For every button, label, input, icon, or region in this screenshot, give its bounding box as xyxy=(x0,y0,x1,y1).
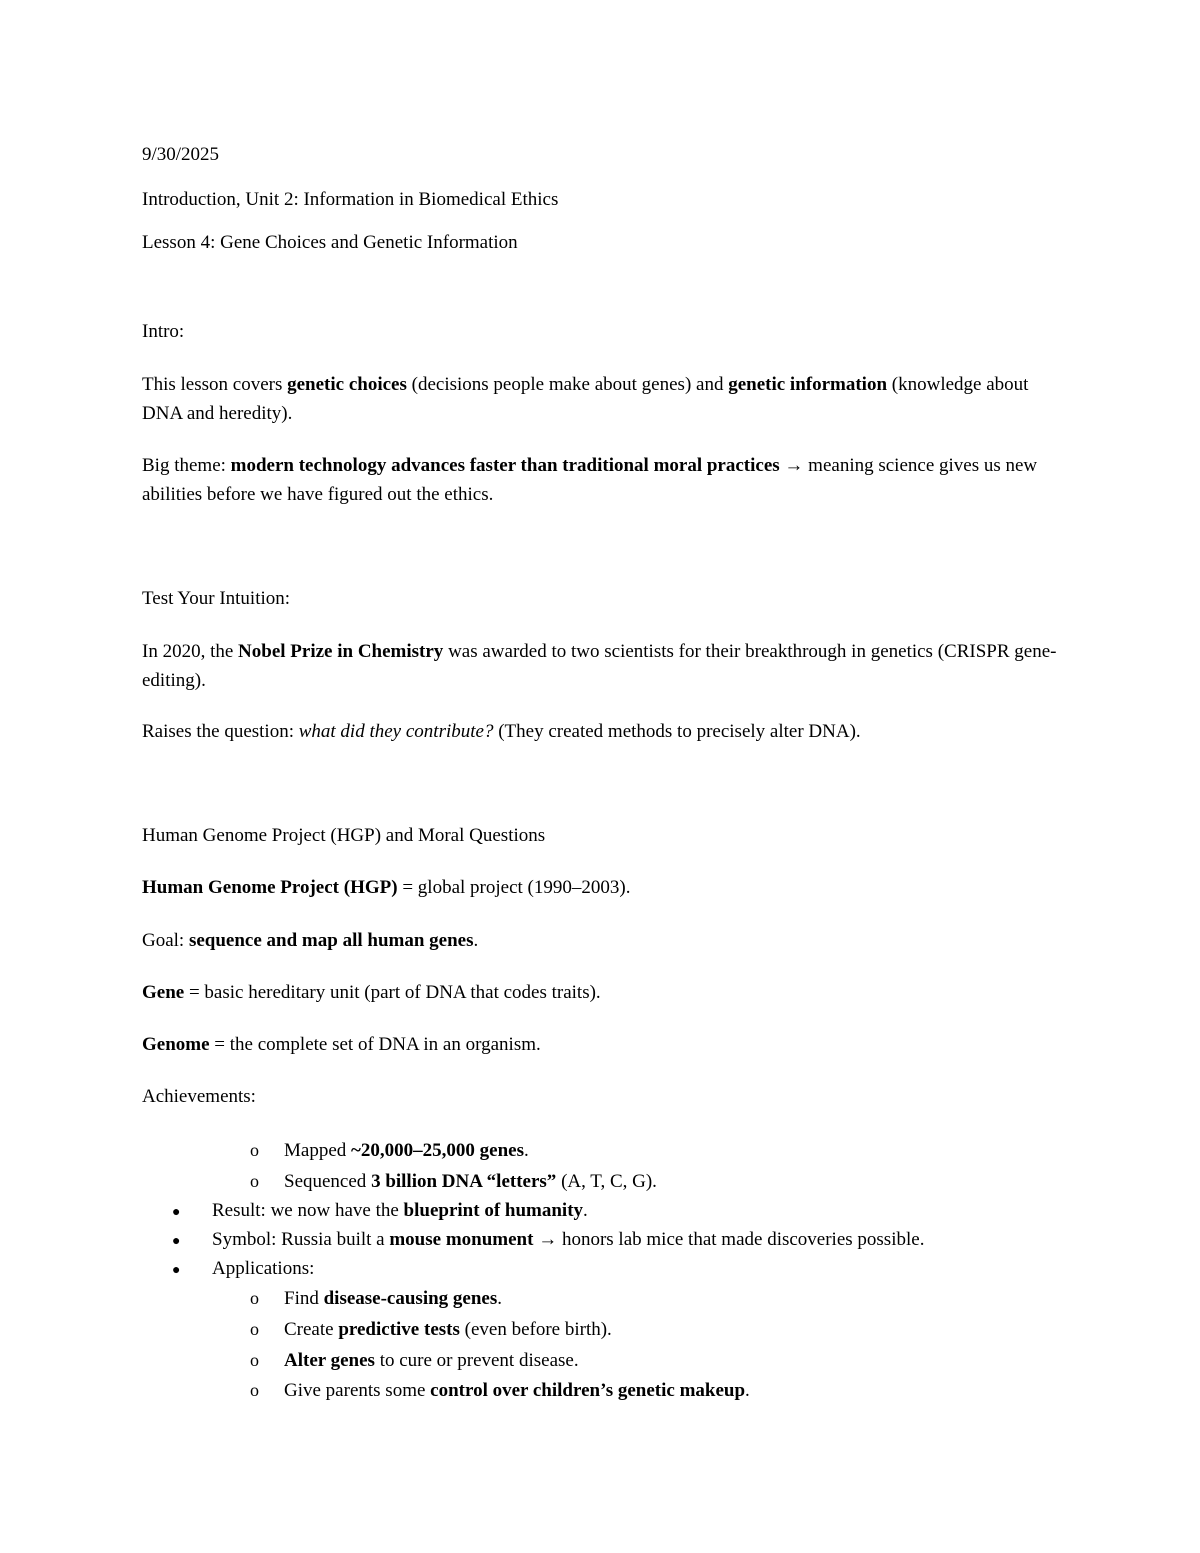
list-item xyxy=(250,1287,502,1310)
list-item xyxy=(250,1170,657,1193)
text-run: → honors lab mice that made discoveries possible. xyxy=(533,1229,925,1250)
bold-term: disease-causing genes xyxy=(323,1288,498,1309)
text-run: Goal: xyxy=(142,930,189,951)
text-run: Result: we now have the xyxy=(212,1200,404,1221)
bold-term: Nobel Prize in Chemistry xyxy=(238,641,444,662)
intro-heading: Intro: xyxy=(142,321,185,342)
text-run: was awarded to two scientists for their breakthrough in genetics (CRISPR gene-editing). xyxy=(142,641,1057,691)
bold-term: Gene xyxy=(142,982,185,1003)
text-run: Give parents some xyxy=(284,1380,431,1401)
bullet-icon: ● xyxy=(172,1205,181,1220)
text-run: Mapped xyxy=(284,1140,352,1161)
bullet-icon: ● xyxy=(172,1234,181,1249)
bold-term: Alter genes xyxy=(284,1350,375,1371)
bold-term: genetic choices xyxy=(287,374,407,395)
text-run: Symbol: Russia built a xyxy=(212,1229,390,1250)
text-run: (They created methods to precisely alter DNA). xyxy=(493,721,861,742)
bold-term: 3 billion DNA “letters” xyxy=(371,1171,557,1192)
list-item xyxy=(250,1349,579,1372)
text-run: Applications: xyxy=(212,1258,315,1279)
text-run: (knowledge about DNA and heredity). xyxy=(142,374,1029,424)
text-run: . xyxy=(745,1380,750,1401)
achievements-label: Achievements: xyxy=(142,1086,256,1107)
list-item xyxy=(172,1229,924,1253)
bold-term: Human Genome Project (HGP) xyxy=(142,877,398,898)
circle-bullet-icon: o xyxy=(250,1380,259,1400)
intuition-heading: Test Your Intuition: xyxy=(142,588,291,609)
bold-term: blueprint of humanity xyxy=(403,1200,584,1221)
list-item xyxy=(250,1379,750,1402)
bold-term: sequence and map all human genes xyxy=(188,930,474,951)
hgp-definition xyxy=(142,877,630,899)
text-run: (A, T, C, G). xyxy=(556,1171,657,1192)
unit-title: Introduction, Unit 2: Information in Biomedical Ethics xyxy=(142,189,559,210)
text-run: This lesson covers xyxy=(142,374,288,395)
circle-bullet-icon: o xyxy=(250,1319,259,1339)
text-run: Find xyxy=(284,1288,324,1309)
text-run: Big theme: xyxy=(142,455,231,476)
list-item xyxy=(172,1200,588,1224)
text-run: Create xyxy=(284,1319,339,1340)
bold-term: ~20,000–25,000 genes xyxy=(351,1140,524,1161)
intro-paragraph-2 xyxy=(142,451,1062,509)
text-run: . xyxy=(523,1140,529,1161)
text-run: (even before birth). xyxy=(459,1319,612,1340)
italic-question: what did they contribute? xyxy=(298,721,494,742)
bold-term: control over children’s genetic makeup xyxy=(430,1380,746,1401)
hgp-goal xyxy=(142,930,478,952)
text-run: Sequenced xyxy=(284,1171,372,1192)
text-run: (decisions people make about genes) and xyxy=(406,374,729,395)
bold-term: predictive tests xyxy=(338,1319,460,1340)
bullet-icon: ● xyxy=(172,1263,181,1278)
gene-definition xyxy=(142,982,601,1004)
hgp-heading: Human Genome Project (HGP) and Moral Questions xyxy=(142,825,546,846)
list-item xyxy=(250,1139,529,1162)
text-run: to cure or prevent disease. xyxy=(374,1350,579,1371)
circle-bullet-icon: o xyxy=(250,1140,259,1160)
circle-bullet-icon: o xyxy=(250,1288,259,1308)
bold-term: modern technology advances faster than traditional moral practices xyxy=(230,455,780,476)
bold-term: Genome xyxy=(142,1034,210,1055)
text-run: . xyxy=(473,930,479,951)
bold-term: mouse monument xyxy=(389,1229,534,1250)
text-run: Raises the question: xyxy=(142,721,299,742)
text-run: In 2020, the xyxy=(142,641,239,662)
text-run: = basic hereditary unit (part of DNA that codes traits). xyxy=(184,982,601,1003)
date-line: 9/30/2025 xyxy=(142,144,220,165)
list-item xyxy=(250,1318,612,1341)
lesson-title: Lesson 4: Gene Choices and Genetic Information xyxy=(142,232,518,253)
circle-bullet-icon: o xyxy=(250,1171,259,1191)
text-run: . xyxy=(497,1288,503,1309)
intro-paragraph-1 xyxy=(142,370,1062,428)
intuition-paragraph-1 xyxy=(142,637,1062,695)
text-run: . xyxy=(583,1200,588,1221)
circle-bullet-icon: o xyxy=(250,1350,259,1370)
text-run: = global project (1990–2003). xyxy=(397,877,631,898)
text-run: = the complete set of DNA in an organism. xyxy=(209,1034,541,1055)
genome-definition xyxy=(142,1034,541,1056)
list-item xyxy=(172,1258,314,1282)
bold-term: genetic information xyxy=(728,374,888,395)
intuition-paragraph-2 xyxy=(142,721,861,743)
text-run: → meaning science gives us new abilities before we have figured out the ethics. xyxy=(142,455,1038,505)
